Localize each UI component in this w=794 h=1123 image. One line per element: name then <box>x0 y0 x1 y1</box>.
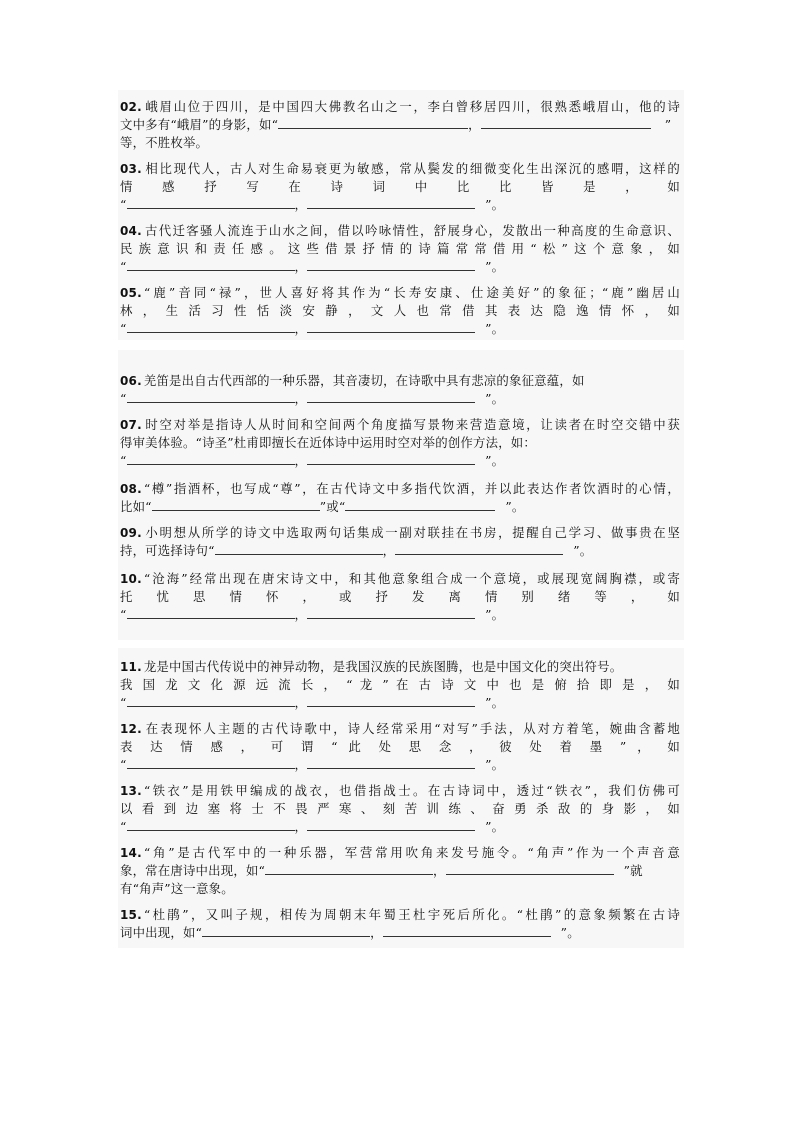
question-15 <box>120 906 680 942</box>
answer-blank[interactable] <box>307 320 475 333</box>
question-line: “ ， ”。 <box>120 819 505 834</box>
question-07 <box>120 416 680 470</box>
answer-blank[interactable] <box>127 258 295 271</box>
answer-blank[interactable] <box>307 452 475 465</box>
question-line: “ ， ”。 <box>120 259 505 274</box>
question-08 <box>120 480 680 516</box>
question-line: 04. 古代迁客骚人流连于山水之间，借以吟咏情性，舒展身心，发散出一种高度的生命意识、 <box>120 223 680 238</box>
answer-blank[interactable] <box>127 320 295 333</box>
question-04 <box>120 222 680 276</box>
answer-blank[interactable] <box>345 498 495 511</box>
answer-blank[interactable] <box>127 606 295 619</box>
question-line: 文中多有“峨眉”的身影，如“ ， ” <box>120 117 672 132</box>
question-line: 表 达 情 感 ， 可 谓 “ 此 处 思 念 ， 彼 处 着 墨 ” ， 如 <box>120 739 680 754</box>
answer-blank[interactable] <box>127 452 295 465</box>
question-06 <box>120 372 680 408</box>
question-03 <box>120 160 680 214</box>
answer-blank[interactable] <box>395 542 563 555</box>
question-line: “ ， ”。 <box>120 607 505 622</box>
question-line: “ ， ”。 <box>120 757 505 772</box>
question-02 <box>120 98 680 152</box>
question-line: 07. 时空对举是指诗人从时间和空间两个角度描写景物来营造意境，让读者在时空交错中获 <box>120 417 680 432</box>
answer-blank[interactable] <box>481 116 651 129</box>
question-11 <box>120 658 680 712</box>
answer-blank[interactable] <box>307 694 475 707</box>
question-10 <box>120 570 680 624</box>
question-line: 我 国 龙 文 化 源 远 流 长 ， “ 龙 ” 在 古 诗 文 中 也 是 俯 拾 即 是 ， 如 <box>120 677 680 692</box>
question-12 <box>120 720 680 774</box>
answer-blank[interactable] <box>307 818 475 831</box>
answer-blank[interactable] <box>446 862 614 875</box>
question-line: 比如“ ”或“ ”。 <box>120 499 525 514</box>
question-line: 13. “铁衣”是用铁甲编成的战衣，也借指战士。在古诗词中，透过“铁衣”，我们仿佛可 <box>120 783 680 798</box>
question-line: 情 感 抒 写 在 诗 词 中 比 比 皆 是 ， 如 <box>120 179 680 194</box>
answer-blank[interactable] <box>127 756 295 769</box>
answer-blank[interactable] <box>202 924 370 937</box>
question-line: 03. 相比现代人，古人对生命易衰更为敏感，常从鬓发的细微变化生出深沉的感喟，这样的 <box>120 161 680 176</box>
question-line: 15. “杜鹃”，又叫子规，相传为周朝末年蜀王杜宇死后所化。“杜鹃”的意象频繁在古诗 <box>120 907 680 922</box>
question-line: 持，可选择诗句“ ， ”。 <box>120 543 593 558</box>
answer-blank[interactable] <box>307 196 475 209</box>
answer-blank[interactable] <box>215 542 383 555</box>
question-line: 12. 在表现怀人主题的古代诗歌中，诗人经常采用“对写”手法，从对方着笔，婉曲含蓄地 <box>120 721 680 736</box>
answer-blank[interactable] <box>127 390 295 403</box>
answer-blank[interactable] <box>307 606 475 619</box>
question-line: 托 忧 思 情 怀 ， 或 抒 发 离 情 别 绪 等 ， 如 <box>120 589 680 604</box>
answer-blank[interactable] <box>152 498 320 511</box>
question-13 <box>120 782 680 836</box>
question-line: 02. 峨眉山位于四川，是中国四大佛教名山之一，李白曾移居四川，很熟悉峨眉山，他的诗 <box>120 99 680 114</box>
question-line: “ ， ”。 <box>120 695 505 710</box>
answer-blank[interactable] <box>127 818 295 831</box>
question-line: 11. 龙是中国古代传说中的神异动物，是我国汉族的民族图腾，也是中国文化的突出符号。 <box>120 659 623 674</box>
question-line: 有“角声”这一意象。 <box>120 881 234 896</box>
question-line: 05. “鹿”音同“禄”，世人喜好将其作为“长寿安康、仕途美好”的象征；“鹿”幽居山 <box>120 285 680 300</box>
question-line: “ ， ”。 <box>120 197 505 212</box>
question-line: 10. “沧海”经常出现在唐宋诗文中，和其他意象组合成一个意境，或展现宽阔胸襟，或寄 <box>120 571 680 586</box>
question-line: 林 ， 生 活 习 性 恬 淡 安 静 ， 文 人 也 常 借 其 表 达 隐 逸 情 怀 ， 如 <box>120 303 680 318</box>
question-line: “ ， ”。 <box>120 321 505 336</box>
question-05 <box>120 284 680 338</box>
question-09 <box>120 524 680 560</box>
question-line: 词中出现，如“ ， ”。 <box>120 925 580 940</box>
answer-blank[interactable] <box>383 924 551 937</box>
question-line: 09. 小明想从所学的诗文中选取两句话集成一副对联挂在书房，提醒自己学习、做事贵在坚 <box>120 525 680 540</box>
question-line: 08. “樽”指酒杯，也写成“尊”，在古代诗文中多指代饮酒，并以此表达作者饮酒时的心情， <box>120 481 680 496</box>
question-line: 得审美体验。“诗圣”杜甫即擅长在近体诗中运用时空对举的创作方法，如： <box>120 435 536 450</box>
answer-blank[interactable] <box>307 258 475 271</box>
question-14 <box>120 844 680 898</box>
question-line: 等，不胜枚举。 <box>120 135 209 150</box>
question-line: 以 看 到 边 塞 将 士 不 畏 严 寒 、 刻 苦 训 练 、 奋 勇 杀 敌 的 身 影 ， 如 <box>120 801 680 816</box>
question-line: “ ， ”。 <box>120 453 505 468</box>
answer-blank[interactable] <box>278 116 468 129</box>
answer-blank[interactable] <box>307 390 475 403</box>
answer-blank[interactable] <box>127 196 295 209</box>
question-line: 象，常在唐诗中出现，如“ ， ”就 <box>120 863 643 878</box>
question-line: 民族意识和责任感。这些借景抒情的诗篇常常借用“松”这个意象，如 <box>120 241 680 256</box>
answer-blank[interactable] <box>265 862 433 875</box>
answer-blank[interactable] <box>127 694 295 707</box>
answer-blank[interactable] <box>307 756 475 769</box>
question-line: 14. “角”是古代军中的一种乐器，军营常用吹角来发号施令。“角声”作为一个声音意 <box>120 845 680 860</box>
question-line: “ ， ”。 <box>120 391 505 406</box>
question-line: 06. 羌笛是出自古代西部的一种乐器，其音凄切，在诗歌中具有悲凉的象征意蕴，如 <box>120 373 585 388</box>
